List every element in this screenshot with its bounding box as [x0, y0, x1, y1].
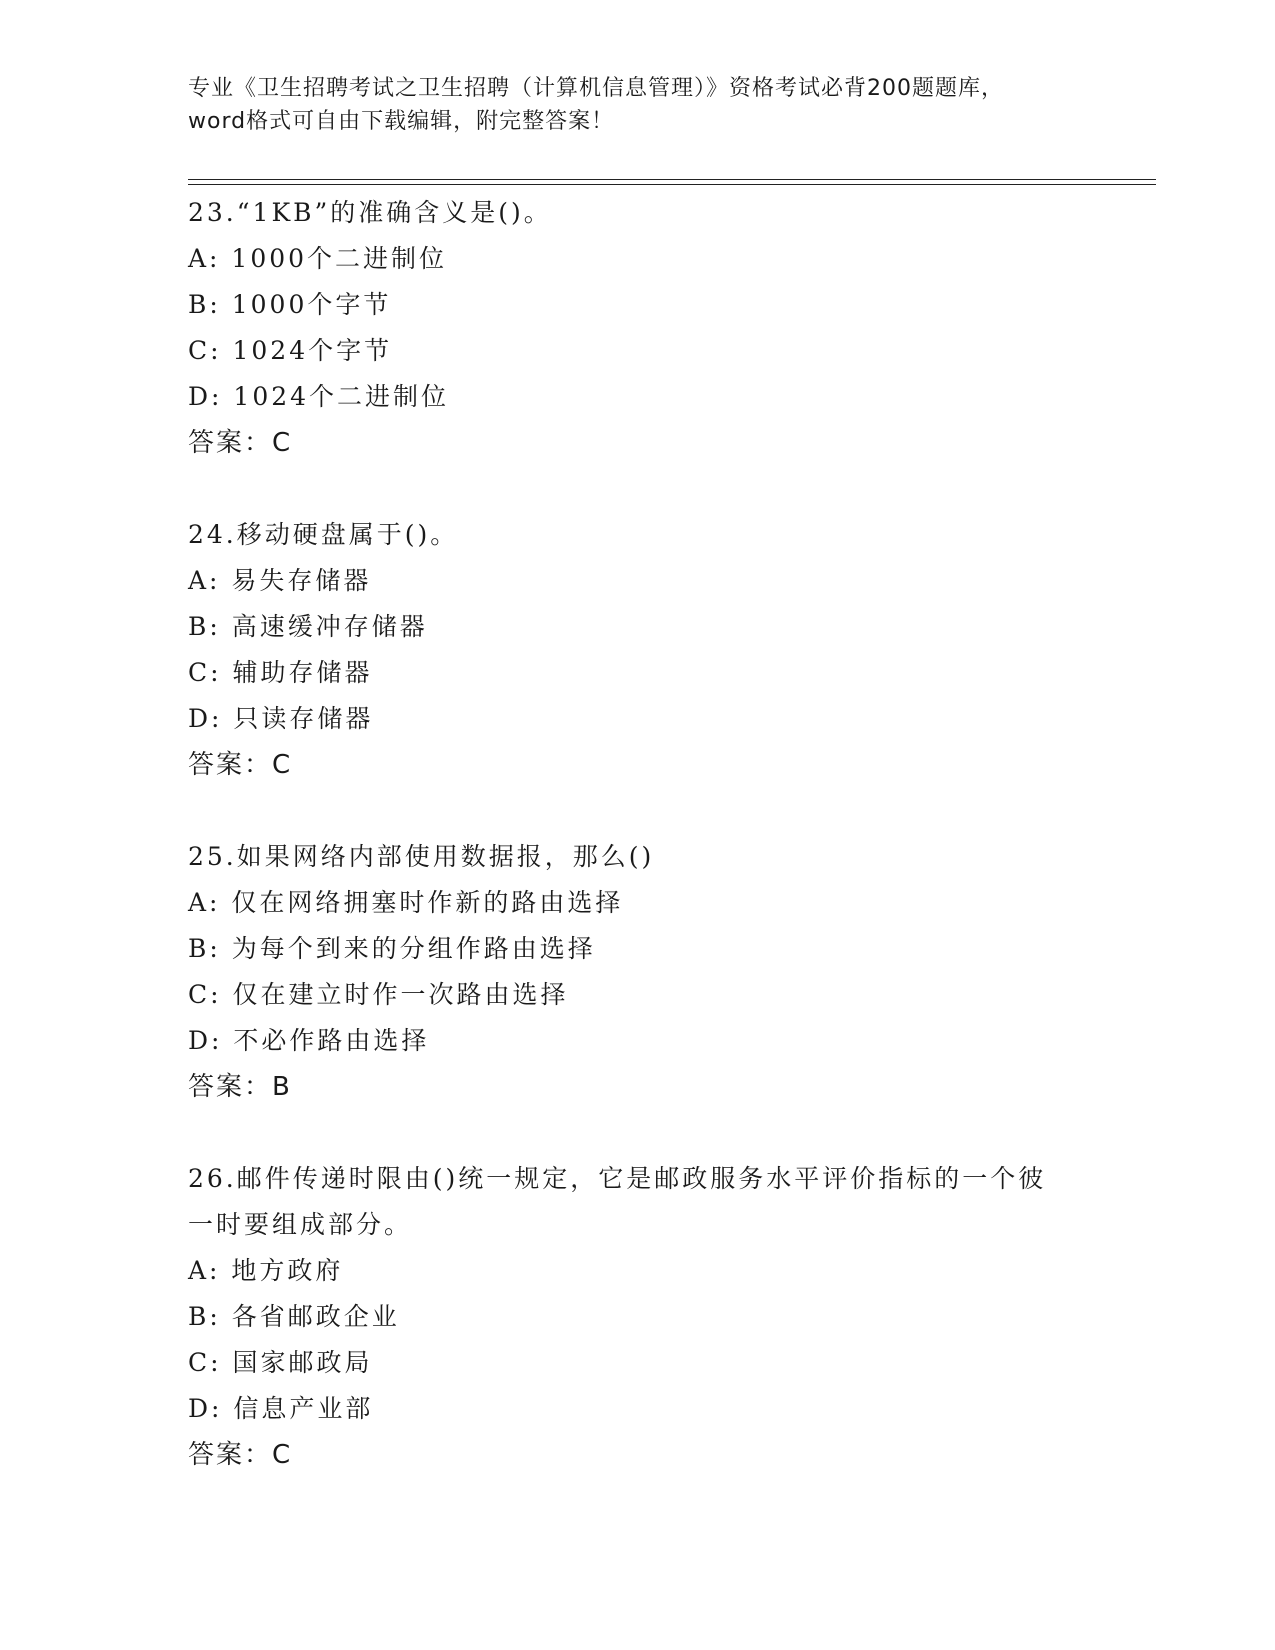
option-c: C: 国家邮政局	[188, 1348, 373, 1377]
question-23	[188, 190, 1088, 466]
question-stem: 25.如果网络内部使用数据报，那么()	[188, 842, 655, 871]
answer: 答案：C	[188, 1440, 293, 1470]
document-header	[188, 72, 1088, 138]
question-stem: 24.移动硬盘属于()。	[188, 520, 459, 549]
option-c: C: 仅在建立时作一次路由选择	[188, 980, 569, 1009]
question-stem: 23.“1KB”的准确含义是()。	[188, 198, 552, 227]
option-a: A: 易失存储器	[188, 566, 372, 595]
option-b: B: 各省邮政企业	[188, 1302, 400, 1331]
option-a: A: 地方政府	[188, 1256, 344, 1285]
header-divider-bottom	[188, 184, 1156, 185]
question-26	[188, 1156, 1088, 1478]
question-stem-line-2: 一时要组成部分。	[188, 1210, 413, 1239]
option-d: D: 信息产业部	[188, 1394, 374, 1423]
option-b: B: 1000个字节	[188, 290, 392, 319]
question-stem-line-1: 26.邮件传递时限由()统一规定，它是邮政服务水平评价指标的一个彼	[188, 1164, 1047, 1193]
option-a: A: 仅在网络拥塞时作新的路由选择	[188, 888, 624, 917]
question-list	[188, 190, 1088, 1524]
option-c: C: 1024个字节	[188, 336, 393, 365]
question-24	[188, 512, 1088, 788]
option-d: D: 只读存储器	[188, 704, 374, 733]
header-line-1: 专业《卫生招聘考试之卫生招聘（计算机信息管理）》资格考试必背200题题库，	[188, 76, 1004, 101]
option-d: D: 1024个二进制位	[188, 382, 450, 411]
option-b: B: 为每个到来的分组作路由选择	[188, 934, 596, 963]
answer: 答案：B	[188, 1072, 292, 1102]
option-d: D: 不必作路由选择	[188, 1026, 430, 1055]
option-a: A: 1000个二进制位	[188, 244, 448, 273]
question-25	[188, 834, 1088, 1110]
header-line-2: word格式可自由下载编辑，附完整答案！	[188, 109, 615, 134]
option-c: C: 辅助存储器	[188, 658, 373, 687]
answer: 答案：C	[188, 750, 293, 780]
option-b: B: 高速缓冲存储器	[188, 612, 428, 641]
header-divider-top	[188, 179, 1156, 180]
answer: 答案：C	[188, 428, 293, 458]
